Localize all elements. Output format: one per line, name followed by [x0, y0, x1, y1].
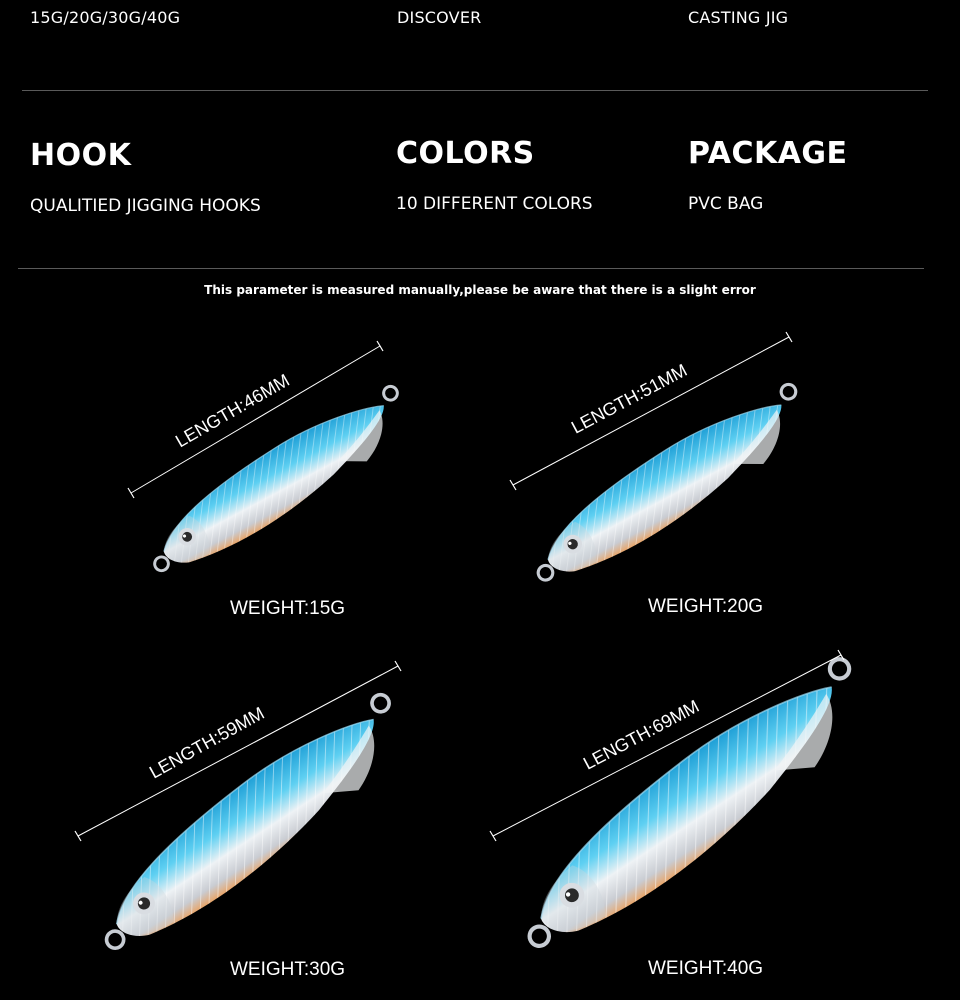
hook-value: QUALITIED JIGGING HOOKS: [30, 196, 261, 216]
package-value: PVC BAG: [688, 194, 764, 214]
series-spec: DISCOVER: [397, 8, 482, 27]
package-title: PACKAGE: [688, 136, 848, 171]
lure-image-2: [514, 382, 825, 592]
length-label-4: LENGTH:69MM: [580, 695, 703, 774]
length-label-2: LENGTH:51MM: [568, 359, 691, 438]
length-label-1: LENGTH:46MM: [172, 369, 293, 452]
weight-label-1: WEIGHT:15G: [230, 598, 346, 619]
colors-title: COLORS: [396, 136, 535, 171]
hook-title: HOOK: [30, 138, 132, 173]
lure-image-3: [74, 691, 428, 961]
colors-value: 10 DIFFERENT COLORS: [396, 194, 593, 214]
weight-label-3: WEIGHT:30G: [230, 959, 346, 980]
weights-spec: 15G/20G/30G/40G: [30, 8, 181, 27]
length-label-3: LENGTH:59MM: [146, 702, 268, 783]
measurement-note: This parameter is measured manually,please be aware that there is a slight error: [204, 283, 756, 297]
weight-label-2: WEIGHT:20G: [648, 596, 764, 617]
type-spec: CASTING JIG: [688, 8, 789, 27]
lure-image-1: [132, 384, 425, 582]
weight-label-4: WEIGHT:40G: [648, 958, 764, 979]
